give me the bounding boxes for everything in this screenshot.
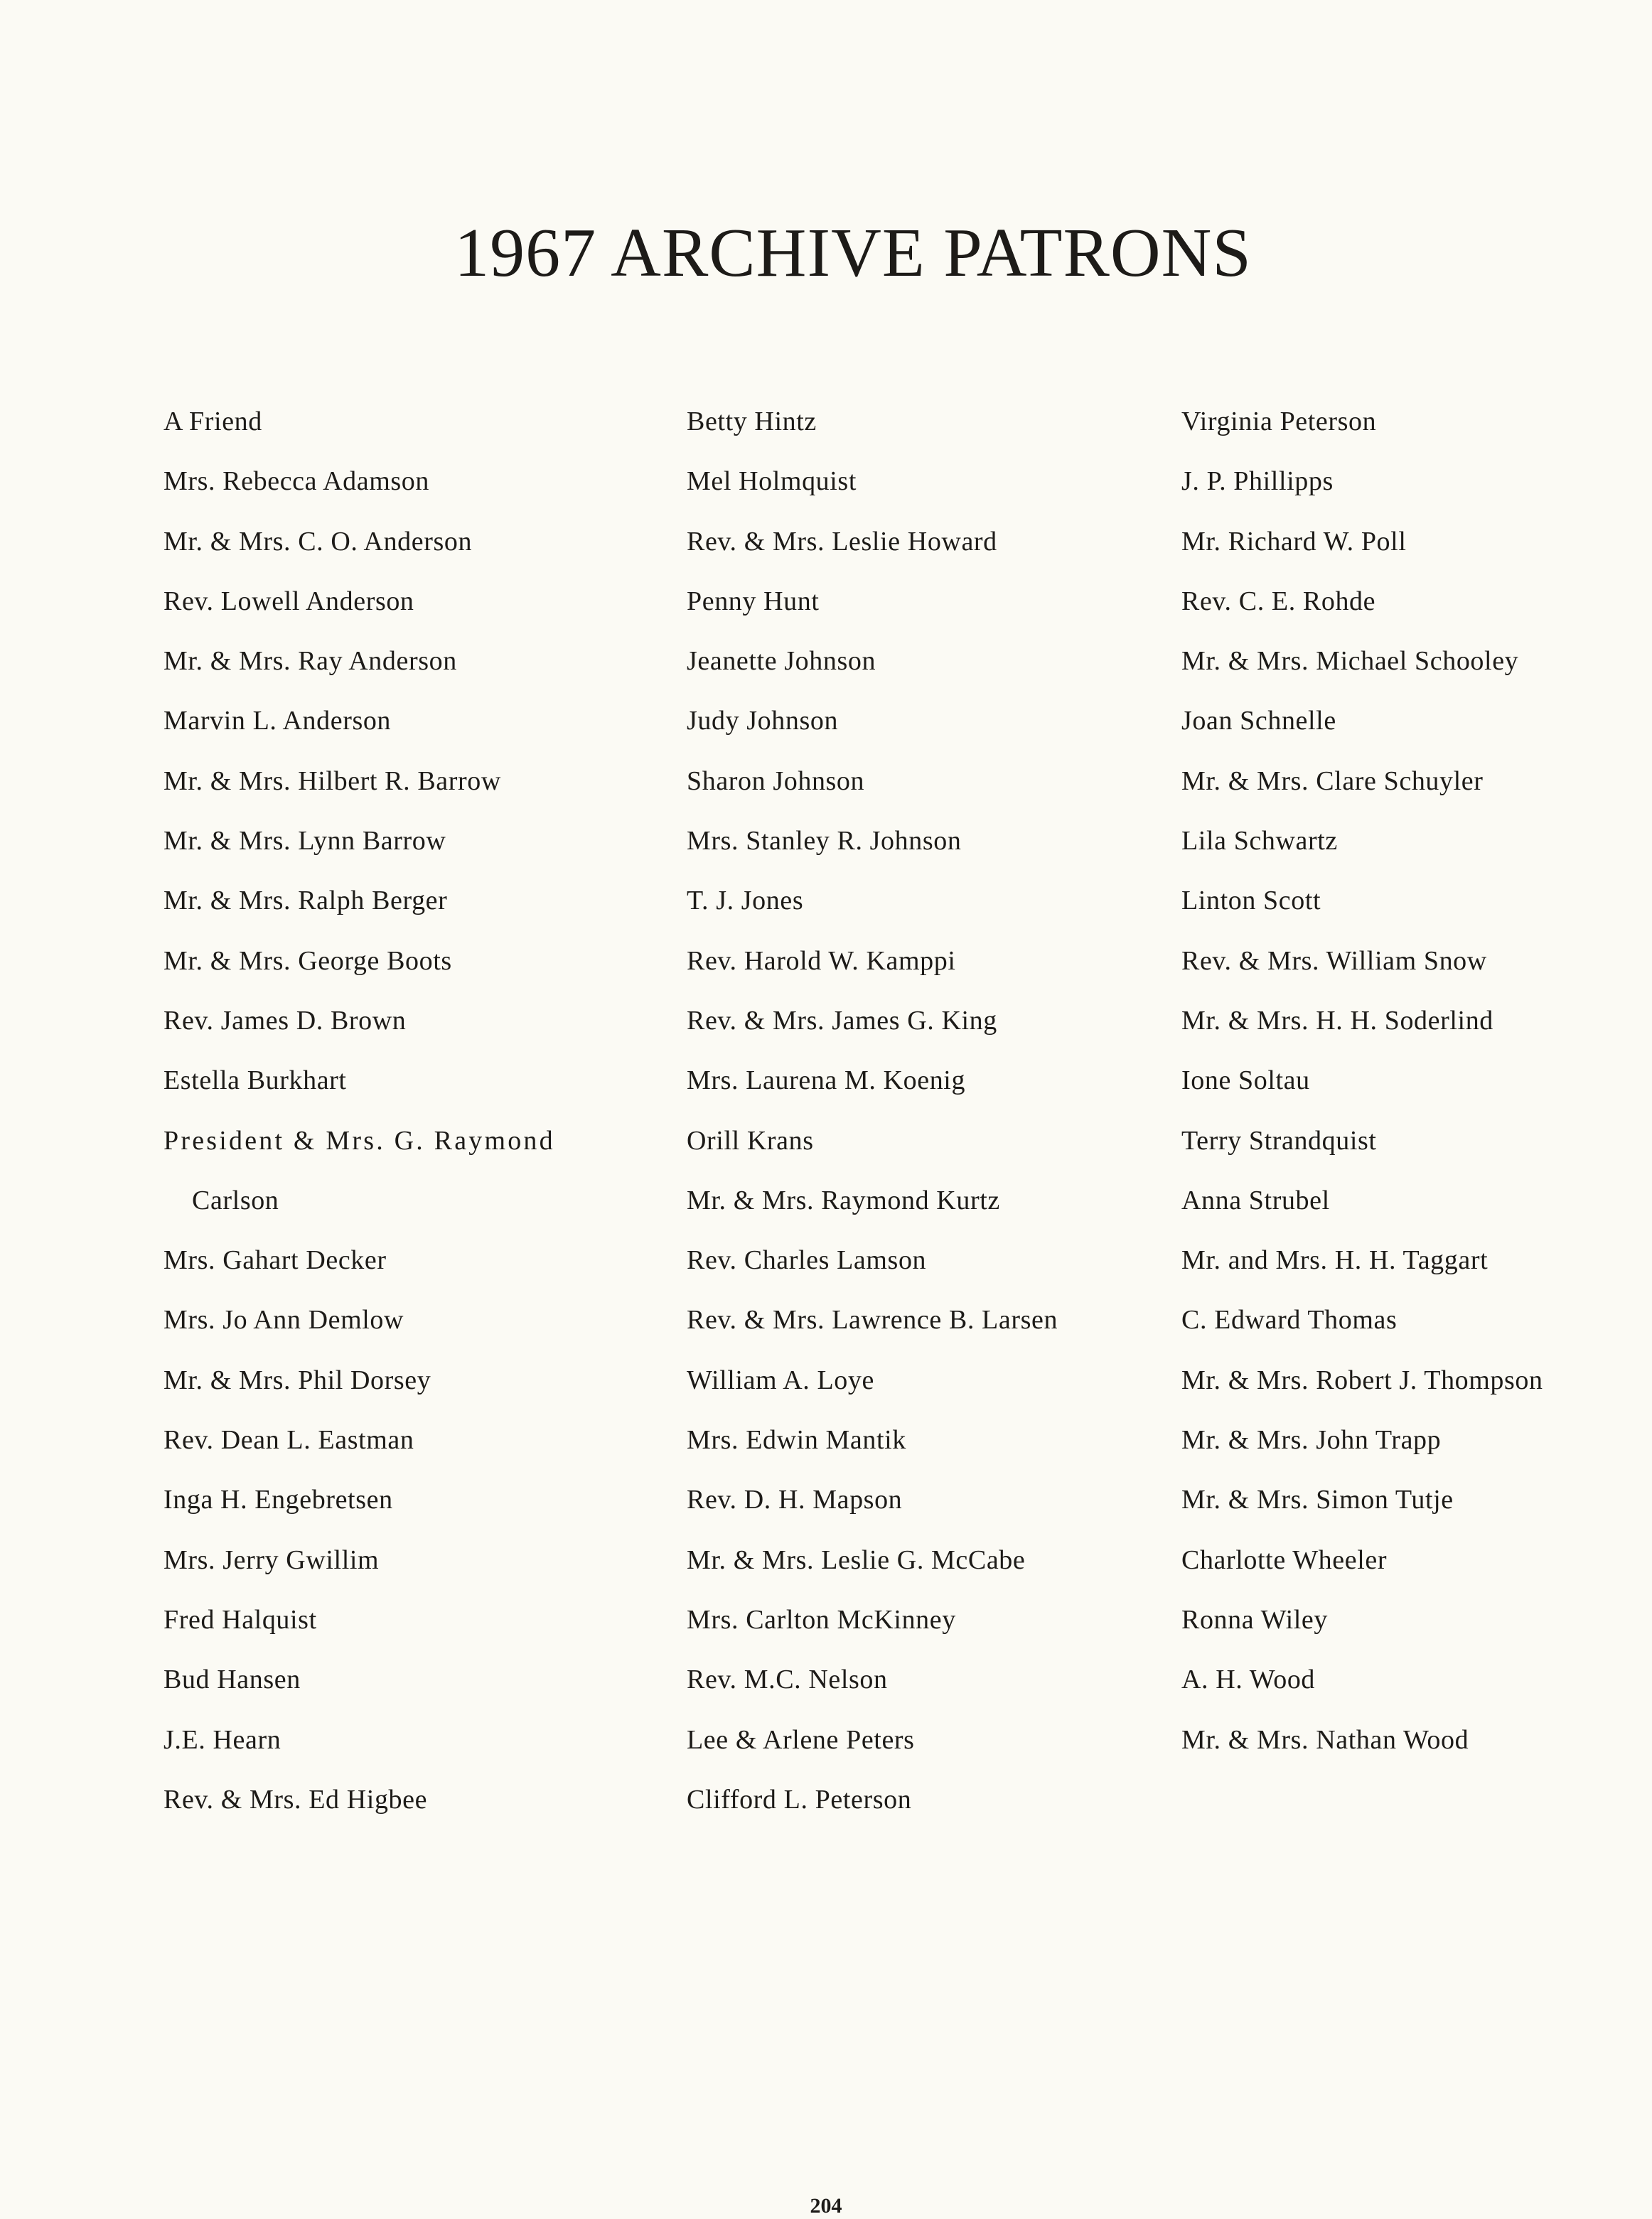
patron-entry: Mrs. Laurena M. Koenig	[687, 1065, 966, 1096]
patron-entry: Rev. & Mrs. Lawrence B. Larsen	[687, 1305, 1058, 1336]
patron-entry: Rev. C. E. Rohde	[1181, 586, 1376, 616]
patron-entry: Mrs. Stanley R. Johnson	[687, 826, 962, 856]
patron-entry-continuation: Carlson	[192, 1185, 279, 1215]
patron-entry: President & Mrs. G. Raymond	[163, 1125, 555, 1156]
patron-entry: Virginia Peterson	[1181, 407, 1377, 436]
patron-entry: Rev. & Mrs. Leslie Howard	[687, 526, 997, 557]
patron-entry: A. H. Wood	[1181, 1665, 1316, 1695]
patron-entry: A Friend	[163, 407, 262, 436]
patron-entry: Joan Schnelle	[1181, 706, 1336, 736]
patron-entry: J.E. Hearn	[163, 1724, 281, 1755]
patron-entry: Orill Krans	[687, 1125, 814, 1156]
patron-entry: Rev. & Mrs. William Snow	[1181, 945, 1487, 976]
patron-entry: Mr. & Mrs. Robert J. Thompson	[1181, 1365, 1543, 1395]
patron-entry: Mr. & Mrs. H. H. Soderlind	[1181, 1005, 1493, 1036]
patron-entry: Mr. & Mrs. Michael Schooley	[1181, 646, 1519, 677]
patron-entry: Lila Schwartz	[1181, 826, 1338, 856]
patron-entry: Mr. & Mrs. Ralph Berger	[163, 886, 448, 916]
patron-entry: Mr. & Mrs. Nathan Wood	[1181, 1724, 1469, 1755]
patron-entry: Mr. & Mrs. Leslie G. McCabe	[687, 1544, 1026, 1575]
patron-column-1	[163, 399, 618, 1837]
patron-entry: Betty Hintz	[687, 407, 817, 436]
patron-entry: Inga H. Engebretsen	[163, 1485, 393, 1515]
page-title: 1967 ARCHIVE PATRONS	[454, 215, 1252, 291]
patron-entry: Rev. Harold W. Kamppi	[687, 945, 956, 976]
patron-entry: Judy Johnson	[687, 706, 839, 736]
patron-entry: William A. Loye	[687, 1365, 874, 1395]
patron-entry: Mr. & Mrs. George Boots	[163, 945, 452, 976]
patron-entry: Mrs. Carlton McKinney	[687, 1604, 956, 1635]
patron-entry: Mr. Richard W. Poll	[1181, 526, 1407, 557]
patron-entry: Rev. Dean L. Eastman	[163, 1425, 414, 1456]
patron-entry: Mr. & Mrs. Clare Schuyler	[1181, 765, 1484, 796]
patron-entry: Rev. M.C. Nelson	[687, 1665, 888, 1695]
patron-entry: Ronna Wiley	[1181, 1604, 1328, 1635]
patron-entry: Mrs. Gahart Decker	[163, 1245, 387, 1276]
patron-entry: Rev. James D. Brown	[163, 1005, 407, 1036]
patron-entry: Sharon Johnson	[687, 765, 865, 796]
patron-entry: Mrs. Jo Ann Demlow	[163, 1305, 404, 1336]
patron-entry: Lee & Arlene Peters	[687, 1724, 915, 1755]
patron-entry: Mr. and Mrs. H. H. Taggart	[1181, 1245, 1489, 1276]
patron-entry: Mr. & Mrs. John Trapp	[1181, 1425, 1442, 1456]
patron-column-2	[687, 399, 1142, 1837]
patron-entry: Rev. & Mrs. James G. King	[687, 1005, 997, 1036]
patron-entry: Terry Strandquist	[1181, 1125, 1377, 1156]
patron-entry: Mr. & Mrs. Ray Anderson	[163, 646, 457, 677]
patron-entry: Charlotte Wheeler	[1181, 1544, 1388, 1575]
patron-entry: Mrs. Edwin Mantik	[687, 1425, 906, 1456]
patron-entry: Anna Strubel	[1181, 1185, 1330, 1215]
patron-entry: Fred Halquist	[163, 1604, 317, 1635]
patron-entry: Linton Scott	[1181, 886, 1321, 916]
patron-entry: Mel Holmquist	[687, 466, 857, 497]
patron-entry: Ione Soltau	[1181, 1065, 1310, 1096]
patron-entry: Rev. & Mrs. Ed Higbee	[163, 1784, 428, 1815]
patron-entry: Mr. & Mrs. C. O. Anderson	[163, 526, 473, 557]
page-number: 204	[810, 2194, 842, 2218]
patron-entry: Estella Burkhart	[163, 1065, 347, 1096]
patron-entry: C. Edward Thomas	[1181, 1305, 1398, 1336]
patron-entry: Mr. & Mrs. Phil Dorsey	[163, 1365, 431, 1395]
patron-entry: Penny Hunt	[687, 586, 820, 616]
patron-entry: Rev. Charles Lamson	[687, 1245, 927, 1276]
patron-entry: Bud Hansen	[163, 1665, 301, 1695]
patron-entry: Mr. & Mrs. Raymond Kurtz	[687, 1185, 1000, 1215]
patron-column-3	[1181, 399, 1636, 1778]
patron-entry: Mr. & Mrs. Simon Tutje	[1181, 1485, 1454, 1515]
patron-entry: Jeanette Johnson	[687, 646, 876, 677]
patron-entry: Rev. Lowell Anderson	[163, 586, 414, 616]
patron-entry: Mrs. Jerry Gwillim	[163, 1544, 380, 1575]
patron-entry: J. P. Phillipps	[1181, 466, 1334, 497]
patron-entry: Mrs. Rebecca Adamson	[163, 466, 429, 497]
patron-entry: Clifford L. Peterson	[687, 1784, 912, 1815]
patron-entry: T. J. Jones	[687, 886, 804, 916]
patron-entry: Rev. D. H. Mapson	[687, 1485, 903, 1515]
patron-entry: Mr. & Mrs. Lynn Barrow	[163, 826, 446, 856]
patron-entry: Mr. & Mrs. Hilbert R. Barrow	[163, 765, 501, 796]
patron-entry: Marvin L. Anderson	[163, 706, 392, 736]
